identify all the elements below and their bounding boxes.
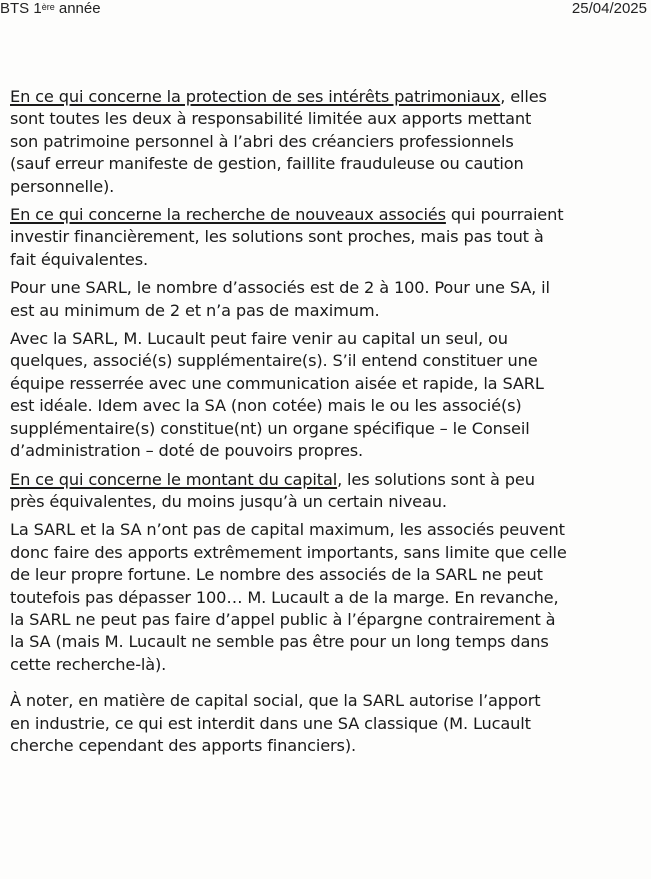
- text-line: La SARL et la SA n’ont pas de capital maximum, les associés peuvent: [10, 520, 565, 540]
- paragraph: [10, 690, 640, 757]
- text-line: son patrimoine personnel à l’abri des créanciers professionnels: [10, 131, 514, 151]
- course-label: BTS 1ère année: [0, 0, 101, 17]
- text-line: [10, 469, 640, 491]
- text-line: cette recherche-là).: [10, 654, 167, 674]
- line-continuation: qui pourraient: [445, 205, 564, 225]
- paragraph: [10, 86, 640, 198]
- text-line: équipe resserrée avec une communication aisée et rapide, la SARL: [10, 373, 544, 393]
- text-line: de leur propre fortune. Le nombre des associés de la SARL ne peut: [10, 565, 543, 585]
- text-line: sont toutes les deux à responsabilité limitée aux apports mettant: [10, 109, 532, 129]
- text-line: Avec la SARL, M. Lucault peut faire venir au capital un seul, ou: [10, 329, 508, 349]
- text-line: est idéale. Idem avec la SA (non cotée) mais le ou les associé(s): [10, 396, 522, 416]
- text-line: cherche cependant des apports financiers).: [10, 735, 356, 755]
- text-line: [10, 204, 640, 226]
- header-date: 25/04/2025: [571, 0, 647, 17]
- line-continuation: , les solutions sont à peu: [337, 469, 535, 489]
- text-line: (sauf erreur manifeste de gestion, faillite frauduleuse ou caution: [10, 154, 524, 174]
- paragraph: [10, 519, 640, 676]
- text-line: personnelle).: [10, 176, 115, 196]
- text-line: donc faire des apports extrêmement importants, sans limite que celle: [10, 542, 567, 562]
- text-line: Pour une SARL, le nombre d’associés est de 2 à 100. Pour une SA, il: [10, 278, 550, 298]
- paragraph: [10, 204, 640, 271]
- course-label-superscript: ère: [41, 2, 55, 12]
- paragraph: [10, 277, 640, 322]
- section-heading-underlined: En ce qui concerne le montant du capital: [10, 469, 338, 489]
- line-continuation: , elles: [500, 87, 547, 106]
- section-heading-underlined: En ce qui concerne la recherche de nouveaux associés: [10, 205, 446, 225]
- text-line: quelques, associé(s) supplémentaire(s). S’il entend constituer une: [10, 351, 538, 371]
- text-line: À noter, en matière de capital social, que la SARL autorise l’apport: [10, 691, 541, 711]
- text-line: en industrie, ce qui est interdit dans une SA classique (M. Lucault: [10, 713, 531, 733]
- text-line: supplémentaire(s) constitue(nt) un organe spécifique – le Conseil: [10, 418, 530, 438]
- document-body: [10, 86, 640, 763]
- text-line: la SA (mais M. Lucault ne semble pas être pour un long temps dans: [10, 632, 549, 652]
- page-header: [0, 0, 651, 20]
- text-line: d’administration – doté de pouvoirs propres.: [10, 441, 364, 461]
- text-line: est au minimum de 2 et n’a pas de maximum.: [10, 300, 380, 320]
- section-heading-underlined: En ce qui concerne la protection de ses intérêts patrimoniaux: [10, 87, 501, 106]
- text-line: la SARL ne peut pas faire d’appel public à l’épargne contrairement à: [10, 609, 556, 629]
- text-line: investir financièrement, les solutions sont proches, mais pas tout à: [10, 227, 544, 247]
- text-line: fait équivalentes.: [10, 249, 149, 269]
- paragraph: [10, 469, 640, 514]
- text-line: près équivalentes, du moins jusqu’à un certain niveau.: [10, 491, 447, 511]
- text-line: [10, 86, 640, 108]
- text-line: toutefois pas dépasser 100… M. Lucault a de la marge. En revanche,: [10, 587, 559, 607]
- paragraph: [10, 328, 640, 462]
